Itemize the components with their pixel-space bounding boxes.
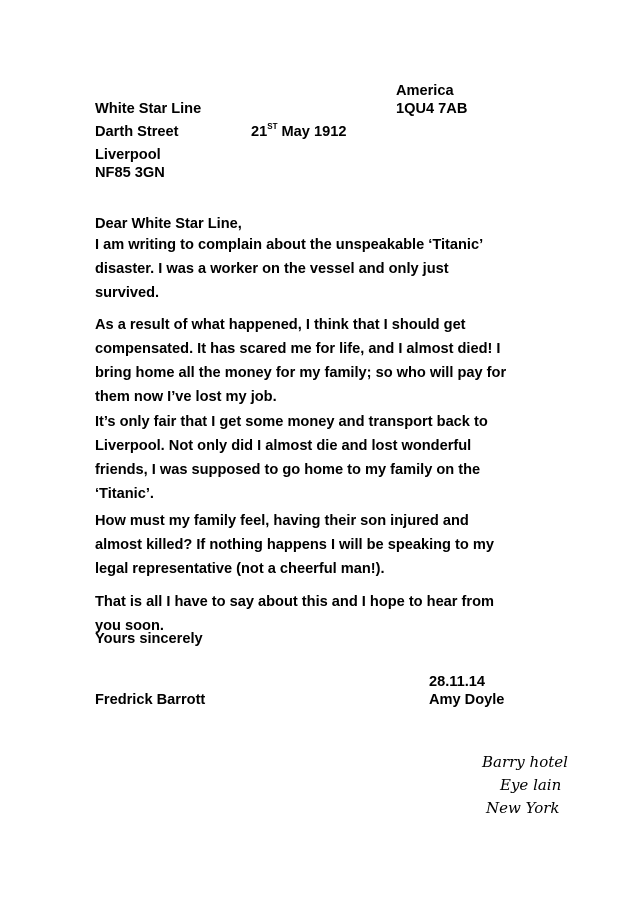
signatory-right: Amy Doyle — [429, 692, 505, 708]
date-rest: May 1912 — [277, 124, 347, 140]
closing: Yours sincerely — [95, 631, 203, 647]
paragraph-line: As a result of what happened, I think that I should get — [95, 317, 466, 333]
paragraph-line: you soon. — [95, 618, 164, 634]
paragraph-line: survived. — [95, 285, 160, 301]
body-paragraph-4 — [95, 509, 565, 581]
paragraph-line: That is all I have to say about this and I hope to hear from — [95, 594, 494, 610]
sender-address-line1: White Star Line — [95, 101, 202, 117]
date-suffix: ST — [267, 122, 278, 131]
sender-address-line4: NF85 3GN — [95, 165, 165, 181]
handwritten-address-line3: New York — [486, 799, 560, 817]
paragraph-line: legal representative (not a cheerful man!). — [95, 561, 385, 577]
paragraph-line: bring home all the money for my family; so who will pay for — [95, 365, 507, 381]
paragraph-line: ‘Titanic’. — [95, 486, 154, 502]
recipient-country: America — [396, 83, 454, 99]
sender-address-line2: Darth Street — [95, 124, 179, 140]
salutation: Dear White Star Line, — [95, 216, 242, 232]
signatory-left: Fredrick Barrott — [95, 692, 206, 708]
paragraph-line: How must my family feel, having their son injured and — [95, 513, 469, 529]
letter-date — [251, 122, 346, 142]
paragraph-line: I am writing to complain about the unspeakable ‘Titanic’ — [95, 237, 484, 253]
sender-address-line3: Liverpool — [95, 147, 161, 163]
paragraph-line: It’s only fair that I get some money and transport back to — [95, 414, 488, 430]
paragraph-line: disaster. I was a worker on the vessel and only just — [95, 261, 449, 277]
body-paragraph-2 — [95, 313, 565, 409]
handwritten-address-line1: Barry hotel — [482, 753, 568, 771]
date-day: 21 — [251, 124, 268, 140]
paragraph-line: them now I’ve lost my job. — [95, 389, 277, 405]
recipient-postcode: 1QU4 7AB — [396, 101, 468, 117]
paragraph-line: almost killed? If nothing happens I will be speaking to my — [95, 537, 494, 553]
body-paragraph-3 — [95, 410, 565, 506]
handwritten-address-line2: Eye lain — [500, 776, 562, 794]
body-paragraph-1 — [95, 233, 565, 305]
paragraph-line: compensated. It has scared me for life, and I almost died! I — [95, 341, 501, 357]
paragraph-line: Liverpool. Not only did I almost die and lost wonderful — [95, 438, 472, 454]
signature-date: 28.11.14 — [429, 674, 486, 690]
paragraph-line: friends, I was supposed to go home to my family on the — [95, 462, 481, 478]
